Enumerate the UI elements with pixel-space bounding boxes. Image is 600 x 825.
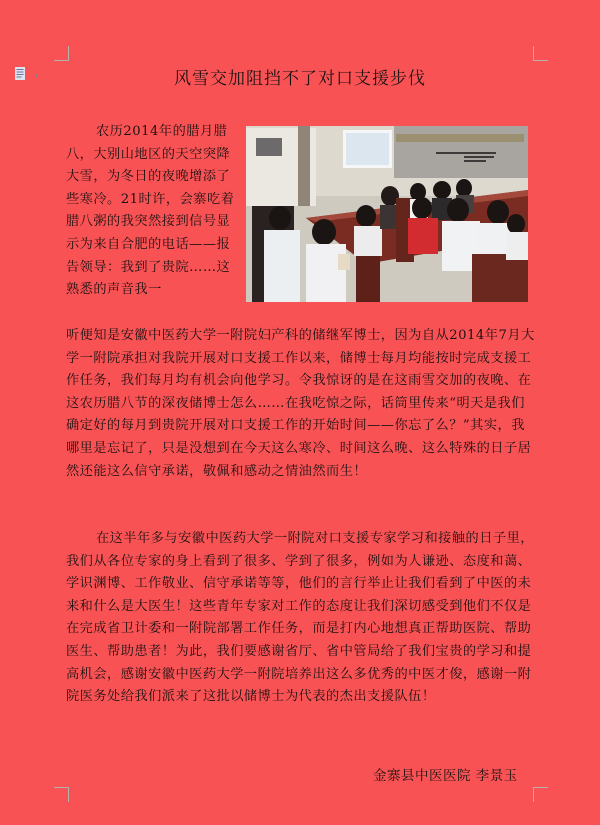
crop-mark-top-right (533, 46, 548, 61)
signature: 金寨县中医医院 李景玉 (373, 768, 518, 784)
crop-mark-bottom-left (54, 787, 69, 802)
paragraph-two: 在这半年多与安徽中医药大学一附院对口支援专家学习和接触的日子里，我们从各位专家的身上看到了很多、学到了很多，例如为人谦逊、态度和蔼、学识渊博、工作敬业、信守承诺等等，他们的言行举止让我们看到了中医的未来和什么是大医生！这些青年专家对工作的态度让我们深切感受到他们不仅是在完成省卫计委和一附院部署工作任务，而是打内心地想真正帮助医院、帮助医生、帮助患者！为此，我们要感谢省厅、省中管局给了我们宝贵的学习和提高机会，感谢安徽中医药大学一附院培养出这么多优秀的中医才俊，感谢一附院医务处给我们派来了这批以储博士为代表的杰出支援队伍！ (66, 531, 534, 705)
page-title: 风雪交加阻挡不了对口支援步伐 (174, 69, 426, 89)
crop-mark-bottom-right (533, 787, 548, 802)
paragraph-one-continued: 听便知是安徽中医药大学一附院妇产科的储继军博士，因为自从2014年7月大学一附院承担对我院开展对口支援工作以来，储博士每月均能按时完成支援工作任务，我们每月均有机会向他学习。令我惊讶的是在这雨雪交加的夜晚、在这农历腊八节的深夜储博士怎么……在我吃惊之际，话筒里传来“明天是我们确定好的每月到贵院开展对口支援工作的开始时间——你忘了么？”其实，我哪里是忘记了，只是没想到在今天这么寒冷、时间这么晚、这么特殊的日子居然还能这么信守承诺，敬佩和感动之情油然而生！ (66, 328, 535, 479)
meeting-photo (246, 126, 528, 302)
crop-mark-top-left (54, 46, 69, 61)
paragraph-one-wrapped: 农历2014年的腊月腊八，大别山地区的天空突降大雪，为冬日的夜晚增添了些寒冷。21时许，会寨吃着腊八粥的我突然接到信号显示为来自合肥的电话——报告领导：我到了贵院……这熟悉的声音我一 (66, 124, 235, 298)
